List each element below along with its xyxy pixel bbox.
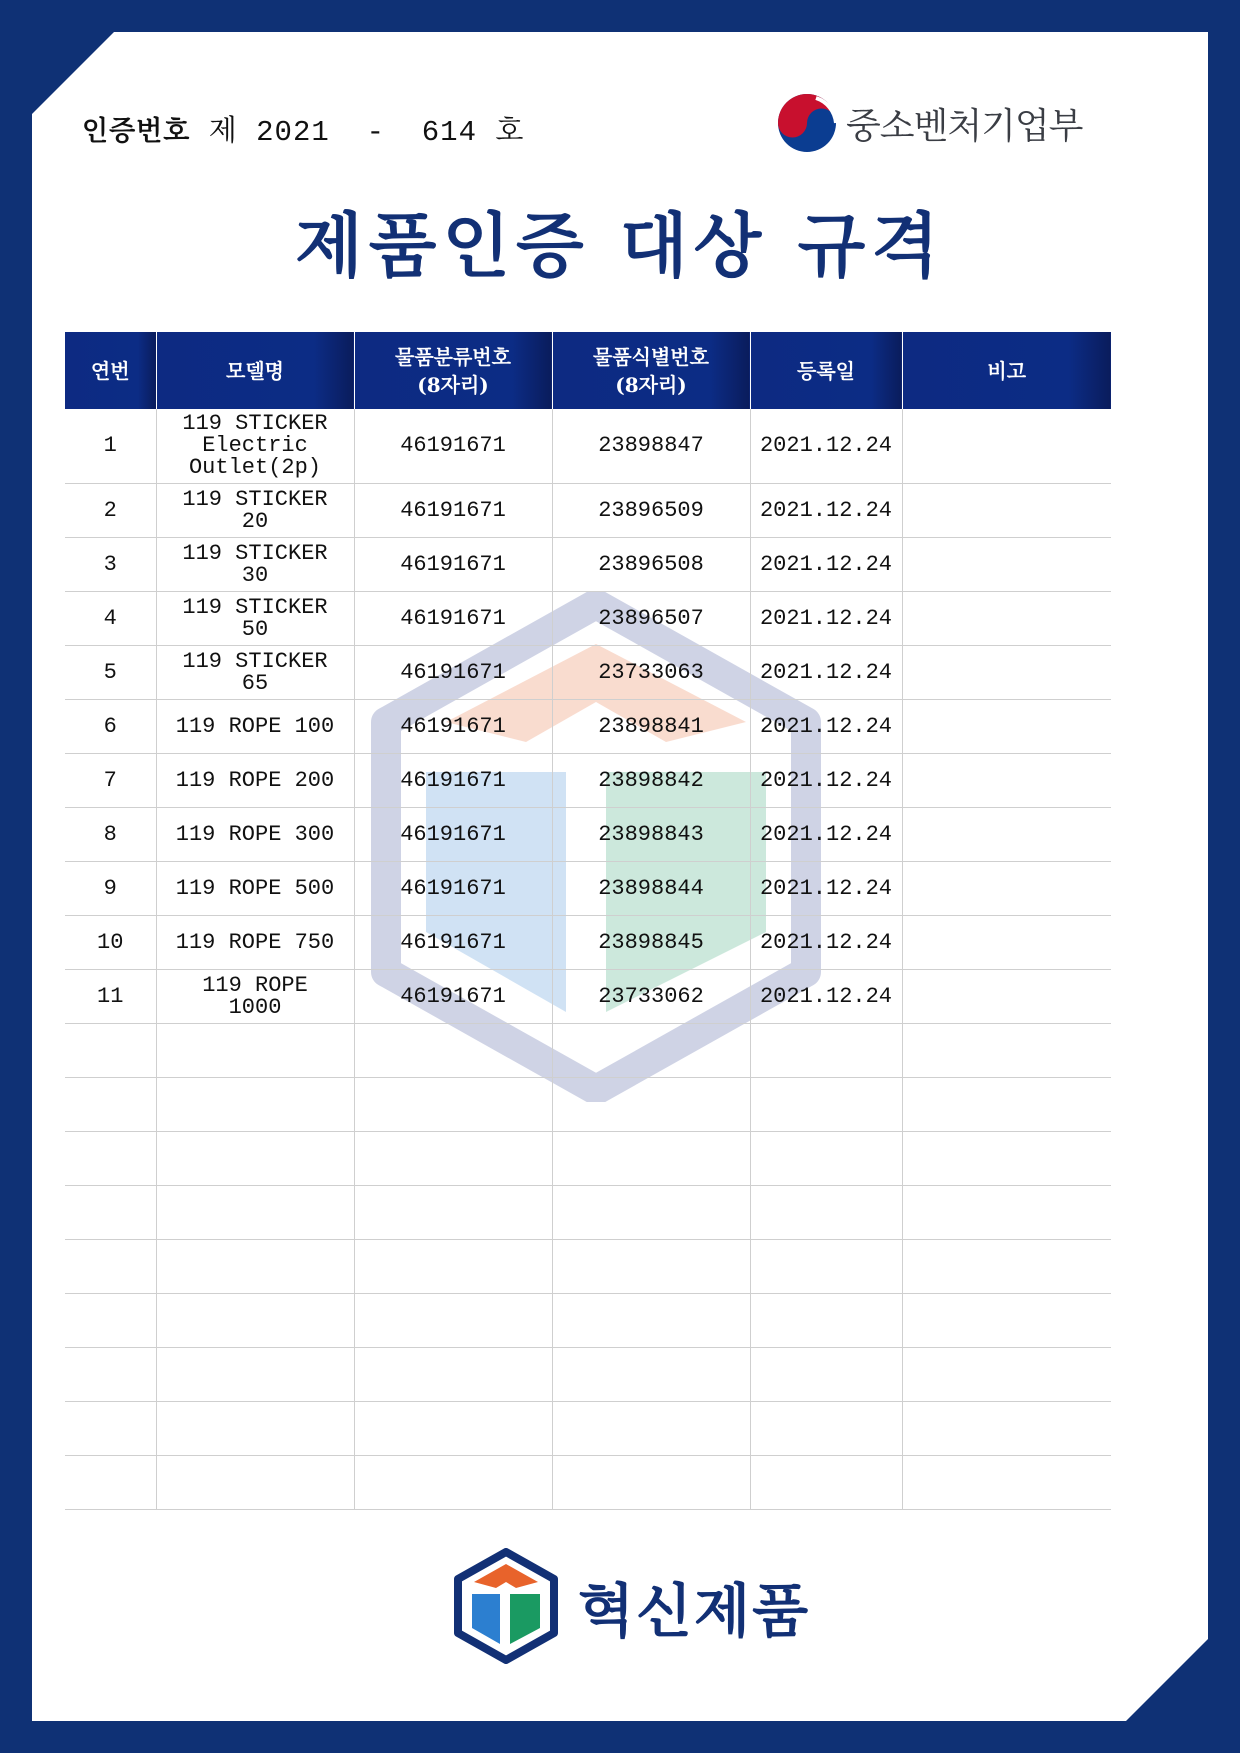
registration-date-cell: 2021.12.24 — [750, 538, 902, 592]
id-number-cell: 23896508 — [552, 538, 750, 592]
model-name-line: 119 STICKER — [182, 486, 328, 512]
empty-table-row — [65, 1402, 1111, 1456]
class-number-cell — [354, 1132, 552, 1186]
table-row — [65, 484, 1111, 538]
ministry-logo — [776, 92, 1082, 154]
class-number-cell: 46191671 — [354, 808, 552, 862]
class-number-cell: 46191671 — [354, 409, 552, 484]
id-number-cell — [552, 1348, 750, 1402]
model-name-cell — [156, 754, 354, 808]
note-cell — [902, 1402, 1111, 1456]
row-number-cell: 8 — [65, 808, 156, 862]
column-header-label: 비고 — [987, 358, 1027, 383]
cert-label: 인증번호 — [82, 116, 191, 147]
model-name-cell — [156, 700, 354, 754]
model-name-cell — [156, 1294, 354, 1348]
class-number-cell: 46191671 — [354, 484, 552, 538]
empty-table-row — [65, 1078, 1111, 1132]
row-number-cell — [65, 1240, 156, 1294]
model-name-line: 119 ROPE 200 — [175, 767, 335, 793]
registration-date-cell — [750, 1402, 902, 1456]
column-header — [902, 332, 1111, 409]
registration-date-cell: 2021.12.24 — [750, 970, 902, 1024]
row-number-cell — [65, 1024, 156, 1078]
class-number-cell: 46191671 — [354, 970, 552, 1024]
registration-date-cell: 2021.12.24 — [750, 409, 902, 484]
footer-logo — [452, 1548, 810, 1664]
model-name-cell — [156, 916, 354, 970]
empty-table-row — [65, 1294, 1111, 1348]
class-number-cell — [354, 1240, 552, 1294]
model-name-cell — [156, 1078, 354, 1132]
table-row — [65, 916, 1111, 970]
column-header — [156, 332, 354, 409]
id-number-cell: 23733063 — [552, 646, 750, 700]
model-name-line: 119 STICKER — [182, 594, 328, 620]
model-name-cell — [156, 1132, 354, 1186]
table-header-row — [65, 332, 1111, 409]
id-number-cell: 23733062 — [552, 970, 750, 1024]
page-title: 제품인증 대상 규격 — [295, 204, 945, 287]
model-name-line: 30 — [241, 562, 269, 588]
column-header-label: 연번 — [90, 358, 130, 383]
class-number-cell: 46191671 — [354, 646, 552, 700]
note-cell — [902, 754, 1111, 808]
model-name-cell — [156, 538, 354, 592]
class-number-cell — [354, 1402, 552, 1456]
row-number-cell — [65, 1132, 156, 1186]
model-name-line: 119 ROPE 100 — [175, 713, 335, 739]
class-number-cell — [354, 1078, 552, 1132]
class-number-cell: 46191671 — [354, 862, 552, 916]
row-number-cell — [65, 1456, 156, 1510]
note-cell — [902, 808, 1111, 862]
table-row — [65, 970, 1111, 1024]
note-cell — [902, 1024, 1111, 1078]
column-header-label: 모델명 — [226, 358, 284, 383]
empty-table-row — [65, 1186, 1111, 1240]
column-header — [354, 332, 552, 409]
certification-number — [82, 108, 524, 149]
registration-date-cell: 2021.12.24 — [750, 916, 902, 970]
model-name-line: 119 STICKER — [182, 648, 328, 674]
empty-table-row — [65, 1132, 1111, 1186]
note-cell — [902, 700, 1111, 754]
id-number-cell — [552, 1186, 750, 1240]
registration-date-cell: 2021.12.24 — [750, 862, 902, 916]
registration-date-cell: 2021.12.24 — [750, 808, 902, 862]
row-number-cell: 5 — [65, 646, 156, 700]
registration-date-cell — [750, 1024, 902, 1078]
model-name-line: Electric — [202, 433, 308, 458]
class-number-cell — [354, 1186, 552, 1240]
note-cell — [902, 592, 1111, 646]
model-name-cell — [156, 646, 354, 700]
note-cell — [902, 916, 1111, 970]
row-number-cell: 7 — [65, 754, 156, 808]
class-number-cell: 46191671 — [354, 700, 552, 754]
registration-date-cell: 2021.12.24 — [750, 592, 902, 646]
id-number-cell — [552, 1132, 750, 1186]
row-number-cell: 6 — [65, 700, 156, 754]
empty-table-row — [65, 1348, 1111, 1402]
empty-table-row — [65, 1456, 1111, 1510]
registration-date-cell — [750, 1294, 902, 1348]
registration-date-cell — [750, 1456, 902, 1510]
model-name-line: 119 ROPE 750 — [175, 929, 335, 955]
registration-date-cell: 2021.12.24 — [750, 700, 902, 754]
column-header-label: 물품식별번호 — [593, 344, 709, 369]
id-number-cell — [552, 1456, 750, 1510]
model-name-cell — [156, 592, 354, 646]
model-name-line: 50 — [241, 616, 269, 642]
model-name-cell — [156, 1402, 354, 1456]
model-name-cell — [156, 1348, 354, 1402]
registration-date-cell — [750, 1132, 902, 1186]
table-row — [65, 808, 1111, 862]
class-number-cell — [354, 1456, 552, 1510]
column-header-label: 등록일 — [797, 358, 855, 383]
class-number-cell — [354, 1294, 552, 1348]
model-name-line: 119 ROPE 300 — [175, 821, 335, 847]
model-name-line: 119 STICKER — [182, 411, 328, 436]
row-number-cell: 9 — [65, 862, 156, 916]
taegeuk-emblem-icon — [776, 92, 838, 154]
column-header — [65, 332, 156, 409]
empty-table-row — [65, 1024, 1111, 1078]
spec-table — [65, 332, 1111, 1510]
id-number-cell: 23898845 — [552, 916, 750, 970]
empty-table-row — [65, 1240, 1111, 1294]
note-cell — [902, 1294, 1111, 1348]
note-cell — [902, 1186, 1111, 1240]
model-name-line: 65 — [241, 670, 269, 696]
id-number-cell — [552, 1294, 750, 1348]
row-number-cell: 1 — [65, 409, 156, 484]
table-row — [65, 700, 1111, 754]
row-number-cell: 11 — [65, 970, 156, 1024]
row-number-cell: 4 — [65, 592, 156, 646]
table-row — [65, 409, 1111, 484]
row-number-cell: 3 — [65, 538, 156, 592]
model-name-cell — [156, 1240, 354, 1294]
kip-logo-icon — [452, 1548, 560, 1664]
id-number-cell: 23898842 — [552, 754, 750, 808]
model-name-cell — [156, 808, 354, 862]
class-number-cell: 46191671 — [354, 754, 552, 808]
row-number-cell — [65, 1294, 156, 1348]
row-number-cell — [65, 1078, 156, 1132]
id-number-cell — [552, 1402, 750, 1456]
note-cell — [902, 646, 1111, 700]
id-number-cell: 23898847 — [552, 409, 750, 484]
model-name-line: 119 ROPE 500 — [175, 875, 335, 901]
class-number-cell — [354, 1348, 552, 1402]
registration-date-cell — [750, 1240, 902, 1294]
model-name-cell — [156, 1186, 354, 1240]
model-name-cell — [156, 409, 354, 484]
registration-date-cell: 2021.12.24 — [750, 754, 902, 808]
class-number-cell: 46191671 — [354, 916, 552, 970]
id-number-cell: 23896509 — [552, 484, 750, 538]
registration-date-cell — [750, 1348, 902, 1402]
model-name-cell — [156, 1024, 354, 1078]
note-cell — [902, 538, 1111, 592]
model-name-line: Outlet(2p) — [188, 455, 322, 480]
row-number-cell — [65, 1186, 156, 1240]
table-row — [65, 754, 1111, 808]
model-name-line: 1000 — [228, 994, 282, 1020]
model-name-line: 20 — [241, 508, 269, 534]
model-name-cell — [156, 970, 354, 1024]
class-number-cell: 46191671 — [354, 538, 552, 592]
table-row — [65, 646, 1111, 700]
class-number-cell: 46191671 — [354, 592, 552, 646]
brand-name: 혁신제품 — [578, 1577, 811, 1645]
note-cell — [902, 1456, 1111, 1510]
note-cell — [902, 862, 1111, 916]
note-cell — [902, 1132, 1111, 1186]
ministry-name: 중소벤처기업부 — [846, 105, 1083, 147]
table-row — [65, 538, 1111, 592]
id-number-cell: 23898844 — [552, 862, 750, 916]
row-number-cell — [65, 1402, 156, 1456]
note-cell — [902, 1078, 1111, 1132]
class-number-cell — [354, 1024, 552, 1078]
id-number-cell — [552, 1024, 750, 1078]
model-name-line: 119 STICKER — [182, 540, 328, 566]
note-cell — [902, 970, 1111, 1024]
column-header — [552, 332, 750, 409]
column-header — [750, 332, 902, 409]
registration-date-cell: 2021.12.24 — [750, 646, 902, 700]
row-number-cell: 2 — [65, 484, 156, 538]
id-number-cell — [552, 1240, 750, 1294]
cert-number-text: 제 2021 - 614 호 — [190, 116, 525, 149]
registration-date-cell — [750, 1078, 902, 1132]
id-number-cell — [552, 1078, 750, 1132]
column-header-sublabel: (8자리) — [615, 372, 687, 397]
table-row — [65, 592, 1111, 646]
table-body — [65, 409, 1111, 1510]
registration-date-cell: 2021.12.24 — [750, 484, 902, 538]
column-header-sublabel: (8자리) — [417, 372, 489, 397]
row-number-cell — [65, 1348, 156, 1402]
note-cell — [902, 1240, 1111, 1294]
model-name-cell — [156, 862, 354, 916]
table-row — [65, 862, 1111, 916]
column-header-label: 물품분류번호 — [395, 344, 511, 369]
model-name-cell — [156, 1456, 354, 1510]
model-name-line: 119 ROPE — [202, 972, 308, 998]
id-number-cell: 23898841 — [552, 700, 750, 754]
note-cell — [902, 484, 1111, 538]
model-name-cell — [156, 484, 354, 538]
id-number-cell: 23896507 — [552, 592, 750, 646]
id-number-cell: 23898843 — [552, 808, 750, 862]
registration-date-cell — [750, 1186, 902, 1240]
note-cell — [902, 409, 1111, 484]
row-number-cell: 10 — [65, 916, 156, 970]
note-cell — [902, 1348, 1111, 1402]
